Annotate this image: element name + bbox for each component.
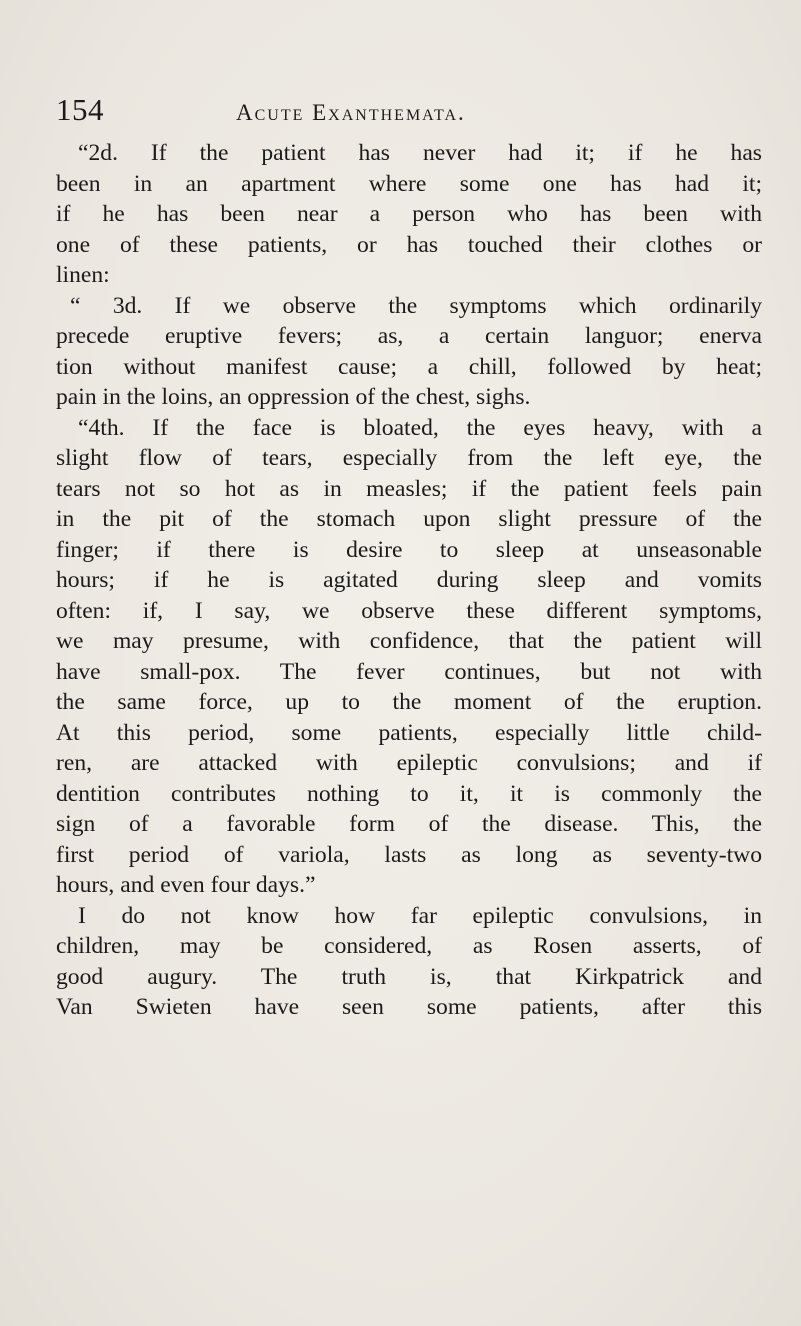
text-line: the same force, up to the moment of the eruption. bbox=[56, 689, 762, 715]
text-line: linen: bbox=[56, 262, 110, 288]
running-head: Acute Exanthemata. bbox=[236, 100, 466, 125]
text-line: Van Swieten have seen some patients, after this bbox=[56, 994, 762, 1020]
text-line: slight flow of tears, especially from the left eye, the bbox=[56, 445, 762, 471]
text-line: “2d. If the patient has never had it; if he has bbox=[78, 140, 762, 166]
text-line: first period of variola, lasts as long as seventy-two bbox=[56, 841, 762, 868]
text-line: tion without manifest cause; a chill, followed by heat; bbox=[56, 353, 762, 380]
text-line: hours; if he is agitated during sleep and vomits bbox=[56, 567, 762, 593]
text-line: tears not so hot as in measles; if the patient feels pain bbox=[56, 475, 762, 502]
text-line: good augury. The truth is, that Kirkpatrick and bbox=[56, 963, 762, 990]
body-text bbox=[56, 138, 762, 1023]
text-line: often: if, I say, we observe these different symptoms, bbox=[56, 597, 762, 624]
text-line: one of these patients, or has touched their clothes or bbox=[56, 231, 762, 258]
page-number: 154 bbox=[56, 92, 104, 127]
text-line: if he has been near a person who has been with bbox=[56, 201, 762, 227]
text-line: finger; if there is desire to sleep at unseasonable bbox=[56, 536, 762, 563]
text-line: pain in the loins, an oppression of the chest, sighs. bbox=[56, 384, 531, 410]
text-line: children, may be considered, as Rosen asserts, of bbox=[56, 933, 762, 959]
text-line: “4th. If the face is bloated, the eyes heavy, with a bbox=[78, 414, 762, 441]
text-line: At this period, some patients, especially little child- bbox=[56, 719, 762, 746]
text-line: have small-pox. The fever continues, but not with bbox=[56, 658, 762, 685]
text-line: hours, and even four days.” bbox=[56, 872, 316, 898]
text-line: in the pit of the stomach upon slight pressure of the bbox=[56, 506, 762, 532]
text-line: ren, are attacked with epileptic convulsions; and if bbox=[56, 750, 762, 776]
page-header bbox=[56, 92, 756, 132]
text-line: precede eruptive fevers; as, a certain languor; enerva bbox=[56, 323, 762, 349]
text-line: “ 3d. If we observe the symptoms which ordinarily bbox=[70, 292, 762, 319]
text-line: I do not know how far epileptic convulsions, in bbox=[78, 902, 762, 929]
text-line: been in an apartment where some one has had it; bbox=[56, 170, 762, 197]
text-line: we may presume, with confidence, that the patient will bbox=[56, 628, 762, 654]
text-line: dentition contributes nothing to it, it is commonly the bbox=[56, 780, 762, 807]
text-line: sign of a favorable form of the disease. This, the bbox=[56, 811, 762, 837]
